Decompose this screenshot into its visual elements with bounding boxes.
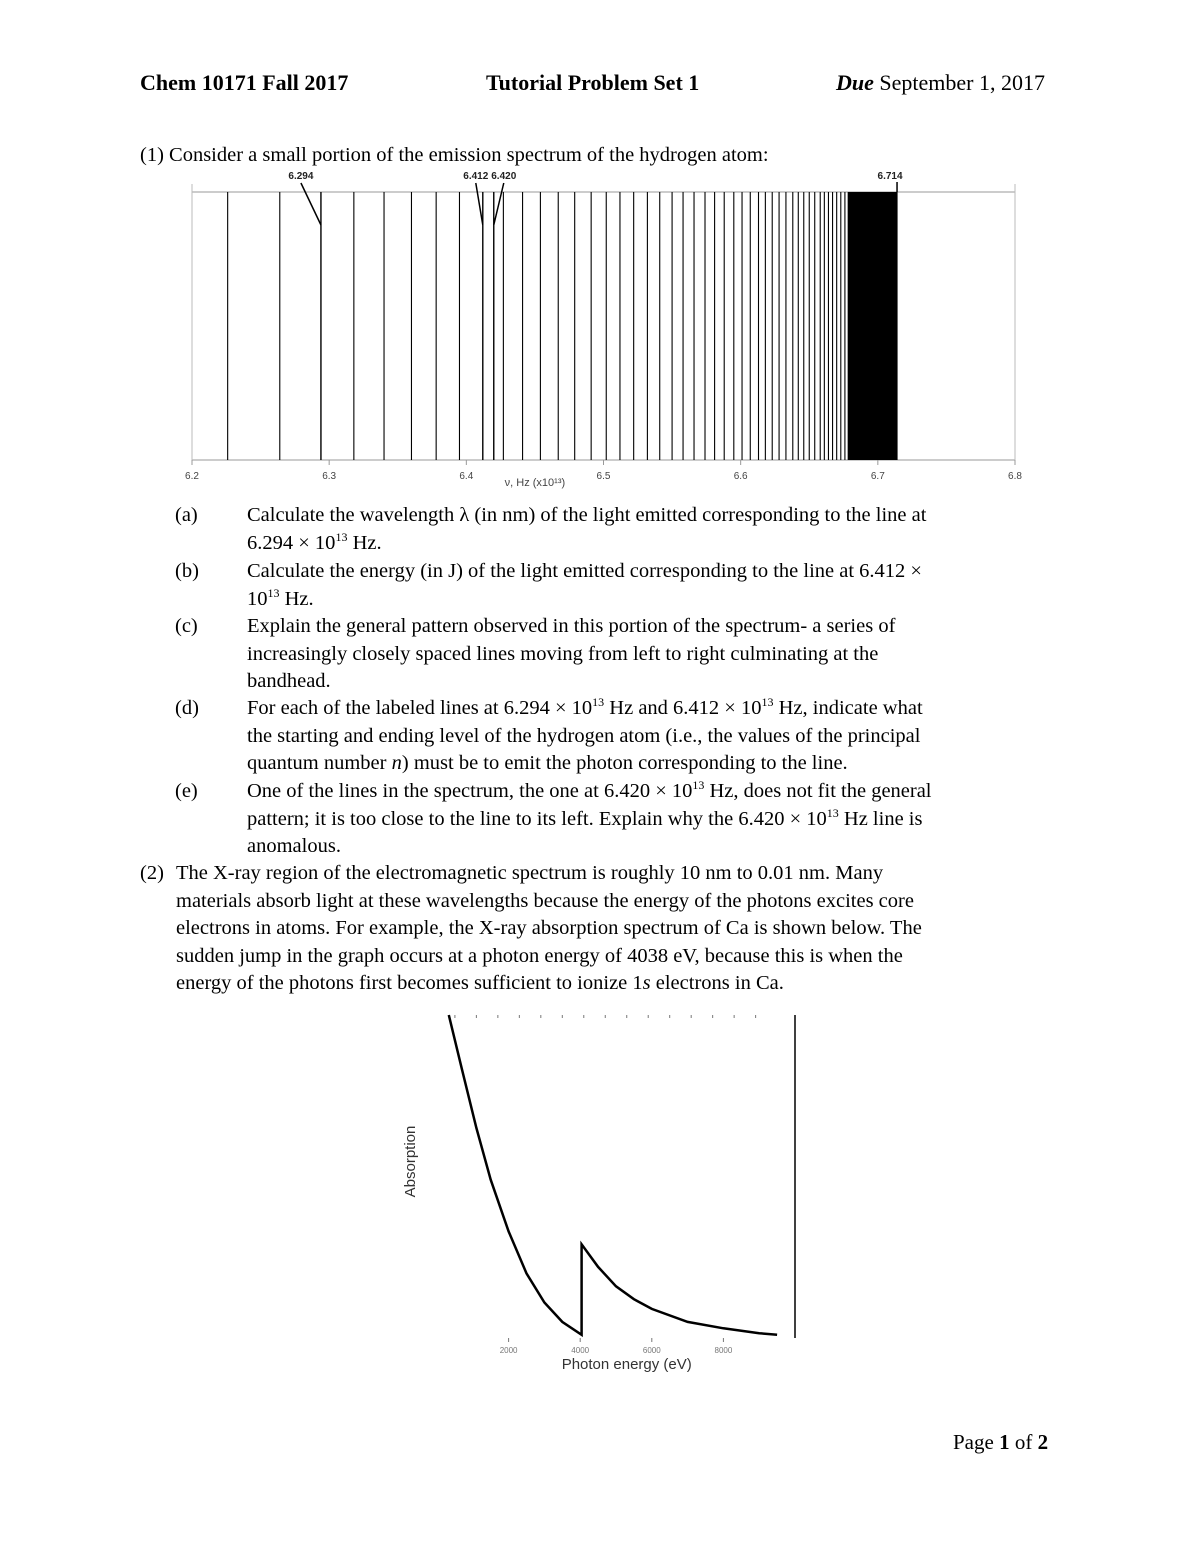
part-d-line1-a: For each of the labeled lines at 6.294 × 10 (247, 697, 593, 719)
spectrum-x-axis-label: ν, Hz (x10¹³) (504, 477, 566, 489)
due-date (836, 70, 1045, 96)
part-d-line3-b: ) must be to emit the photon corresponding to the line. (401, 752, 848, 774)
line-label-6.420: 6.420 (491, 171, 517, 182)
emission-spectrum-chart (180, 165, 1040, 495)
part-a-unit: Hz. (347, 531, 382, 554)
part-label-b: (b) (175, 560, 199, 582)
quantum-number-symbol: n (391, 752, 402, 774)
q2-line4: sudden jump in the graph occurs at a photon energy of 4038 eV, because this is when the (176, 944, 903, 967)
due-label: Due (836, 70, 874, 95)
x-tick-label-2000: 2000 (499, 1346, 518, 1355)
question-2-number: (2) (140, 862, 164, 884)
tick-label-6.5: 6.5 (596, 471, 611, 482)
part-a-line1: Calculate the wavelength λ (in nm) of the light emitted corresponding to the line at (247, 504, 927, 526)
xray-axes (455, 1015, 795, 1338)
xray-absorption-chart (395, 1005, 815, 1385)
x-tick-label-4000: 4000 (571, 1346, 590, 1355)
spectrum-line-labels (288, 171, 903, 225)
part-c-line2: increasingly closely spaced lines moving from left to right culminating at the (247, 642, 879, 665)
page-number: 1 (999, 1430, 1010, 1454)
part-b-line2: 10 (247, 587, 268, 610)
line-label-6.714: 6.714 (877, 171, 903, 182)
tick-label-6.8: 6.8 (1008, 471, 1022, 482)
part-d-line3-a: quantum number (247, 752, 392, 774)
exponent: 13 (692, 778, 705, 792)
part-d-line2: the starting and ending level of the hydrogen atom (i.e., the values of the principal (247, 724, 921, 747)
xray-x-axis-label: Photon energy (eV) (561, 1356, 692, 1373)
part-e-line1-b: Hz, does not fit the general (704, 780, 932, 802)
part-e-text (247, 778, 1047, 861)
line-label-6.294: 6.294 (288, 171, 314, 182)
q2-line5-b: electrons in Ca. (650, 972, 784, 994)
exponent: 13 (826, 805, 839, 820)
question-1-intro: (1) Consider a small portion of the emission spectrum of the hydrogen atom: (140, 144, 769, 166)
orbital-symbol: s (642, 972, 651, 994)
tick-label-6.4: 6.4 (459, 471, 474, 482)
tick-label-6.3: 6.3 (322, 471, 337, 482)
tick-label-6.6: 6.6 (733, 471, 748, 482)
exponent: 13 (592, 695, 605, 709)
part-e-line1-a: One of the lines in the spectrum, the one at 6.420 × 10 (247, 780, 693, 802)
part-a-line2: 6.294 × 10 (247, 531, 336, 554)
problem-set-title: Tutorial Problem Set 1 (486, 70, 700, 95)
part-d-line1-c: Hz, indicate what (773, 697, 923, 719)
part-c-line3: bandhead. (247, 670, 331, 692)
part-d-line1-b: Hz and 6.412 × 10 (604, 697, 762, 719)
tick-label-6.2: 6.2 (185, 471, 199, 482)
page-label: Page (953, 1430, 1000, 1454)
part-c-text (247, 613, 1047, 696)
line-label-6.412: 6.412 (463, 171, 489, 182)
q2-line1: The X-ray region of the electromagnetic spectrum is roughly 10 nm to 0.01 nm. Many (176, 862, 884, 884)
x-tick-label-6000: 6000 (642, 1346, 661, 1355)
part-label-d: (d) (175, 697, 199, 719)
pointer-6.294 (301, 183, 321, 225)
question-2-text (176, 860, 1050, 998)
part-e-line3: anomalous. (247, 835, 341, 857)
question-2 (140, 860, 1050, 998)
exponent: 13 (267, 585, 280, 600)
part-b-unit: Hz. (279, 587, 314, 610)
of-label: of (1009, 1430, 1038, 1454)
exponent: 13 (335, 529, 348, 544)
part-e-line2-a: pattern; it is too close to the line to its left. Explain why the 6.420 × 10 (247, 807, 827, 830)
part-d-text (247, 695, 1047, 778)
due-date-value: September 1, 2017 (879, 70, 1045, 95)
spectrum-x-ticks (185, 460, 1022, 482)
q2-line3: electrons in atoms. For example, the X-ray absorption spectrum of Ca is shown below. The (176, 917, 922, 939)
part-c-line1: Explain the general pattern observed in this portion of the spectrum- a series of (247, 615, 896, 637)
part-e-line2-b: Hz line is (838, 807, 923, 830)
part-a-text (247, 502, 1047, 557)
q2-line2: materials absorb light at these wavelengths because the energy of the photons excites core (176, 889, 914, 912)
part-b-line1: Calculate the energy (in J) of the light emitted corresponding to the line at 6.412 × (247, 560, 922, 582)
spectrum-lines (228, 192, 897, 460)
course-title: Chem 10171 Fall 2017 (140, 70, 349, 95)
q2-line5-a: energy of the photons first becomes sufficient to ionize 1 (176, 972, 643, 994)
absorption-curve (449, 1015, 777, 1335)
page-total: 2 (1037, 1430, 1049, 1454)
pointer-6.412 (476, 183, 483, 225)
part-label-e: (e) (175, 780, 198, 802)
part-label-c: (c) (175, 615, 198, 637)
pointer-6.420 (494, 183, 504, 225)
page-footer (953, 1430, 1048, 1455)
xray-x-ticks (500, 1338, 733, 1355)
tick-label-6.7: 6.7 (870, 471, 885, 482)
exponent: 13 (761, 695, 774, 709)
part-label-a: (a) (175, 504, 198, 526)
part-b-text (247, 558, 1047, 613)
xray-y-axis-label: Absorption (402, 1125, 419, 1198)
x-tick-label-8000: 8000 (714, 1346, 733, 1355)
